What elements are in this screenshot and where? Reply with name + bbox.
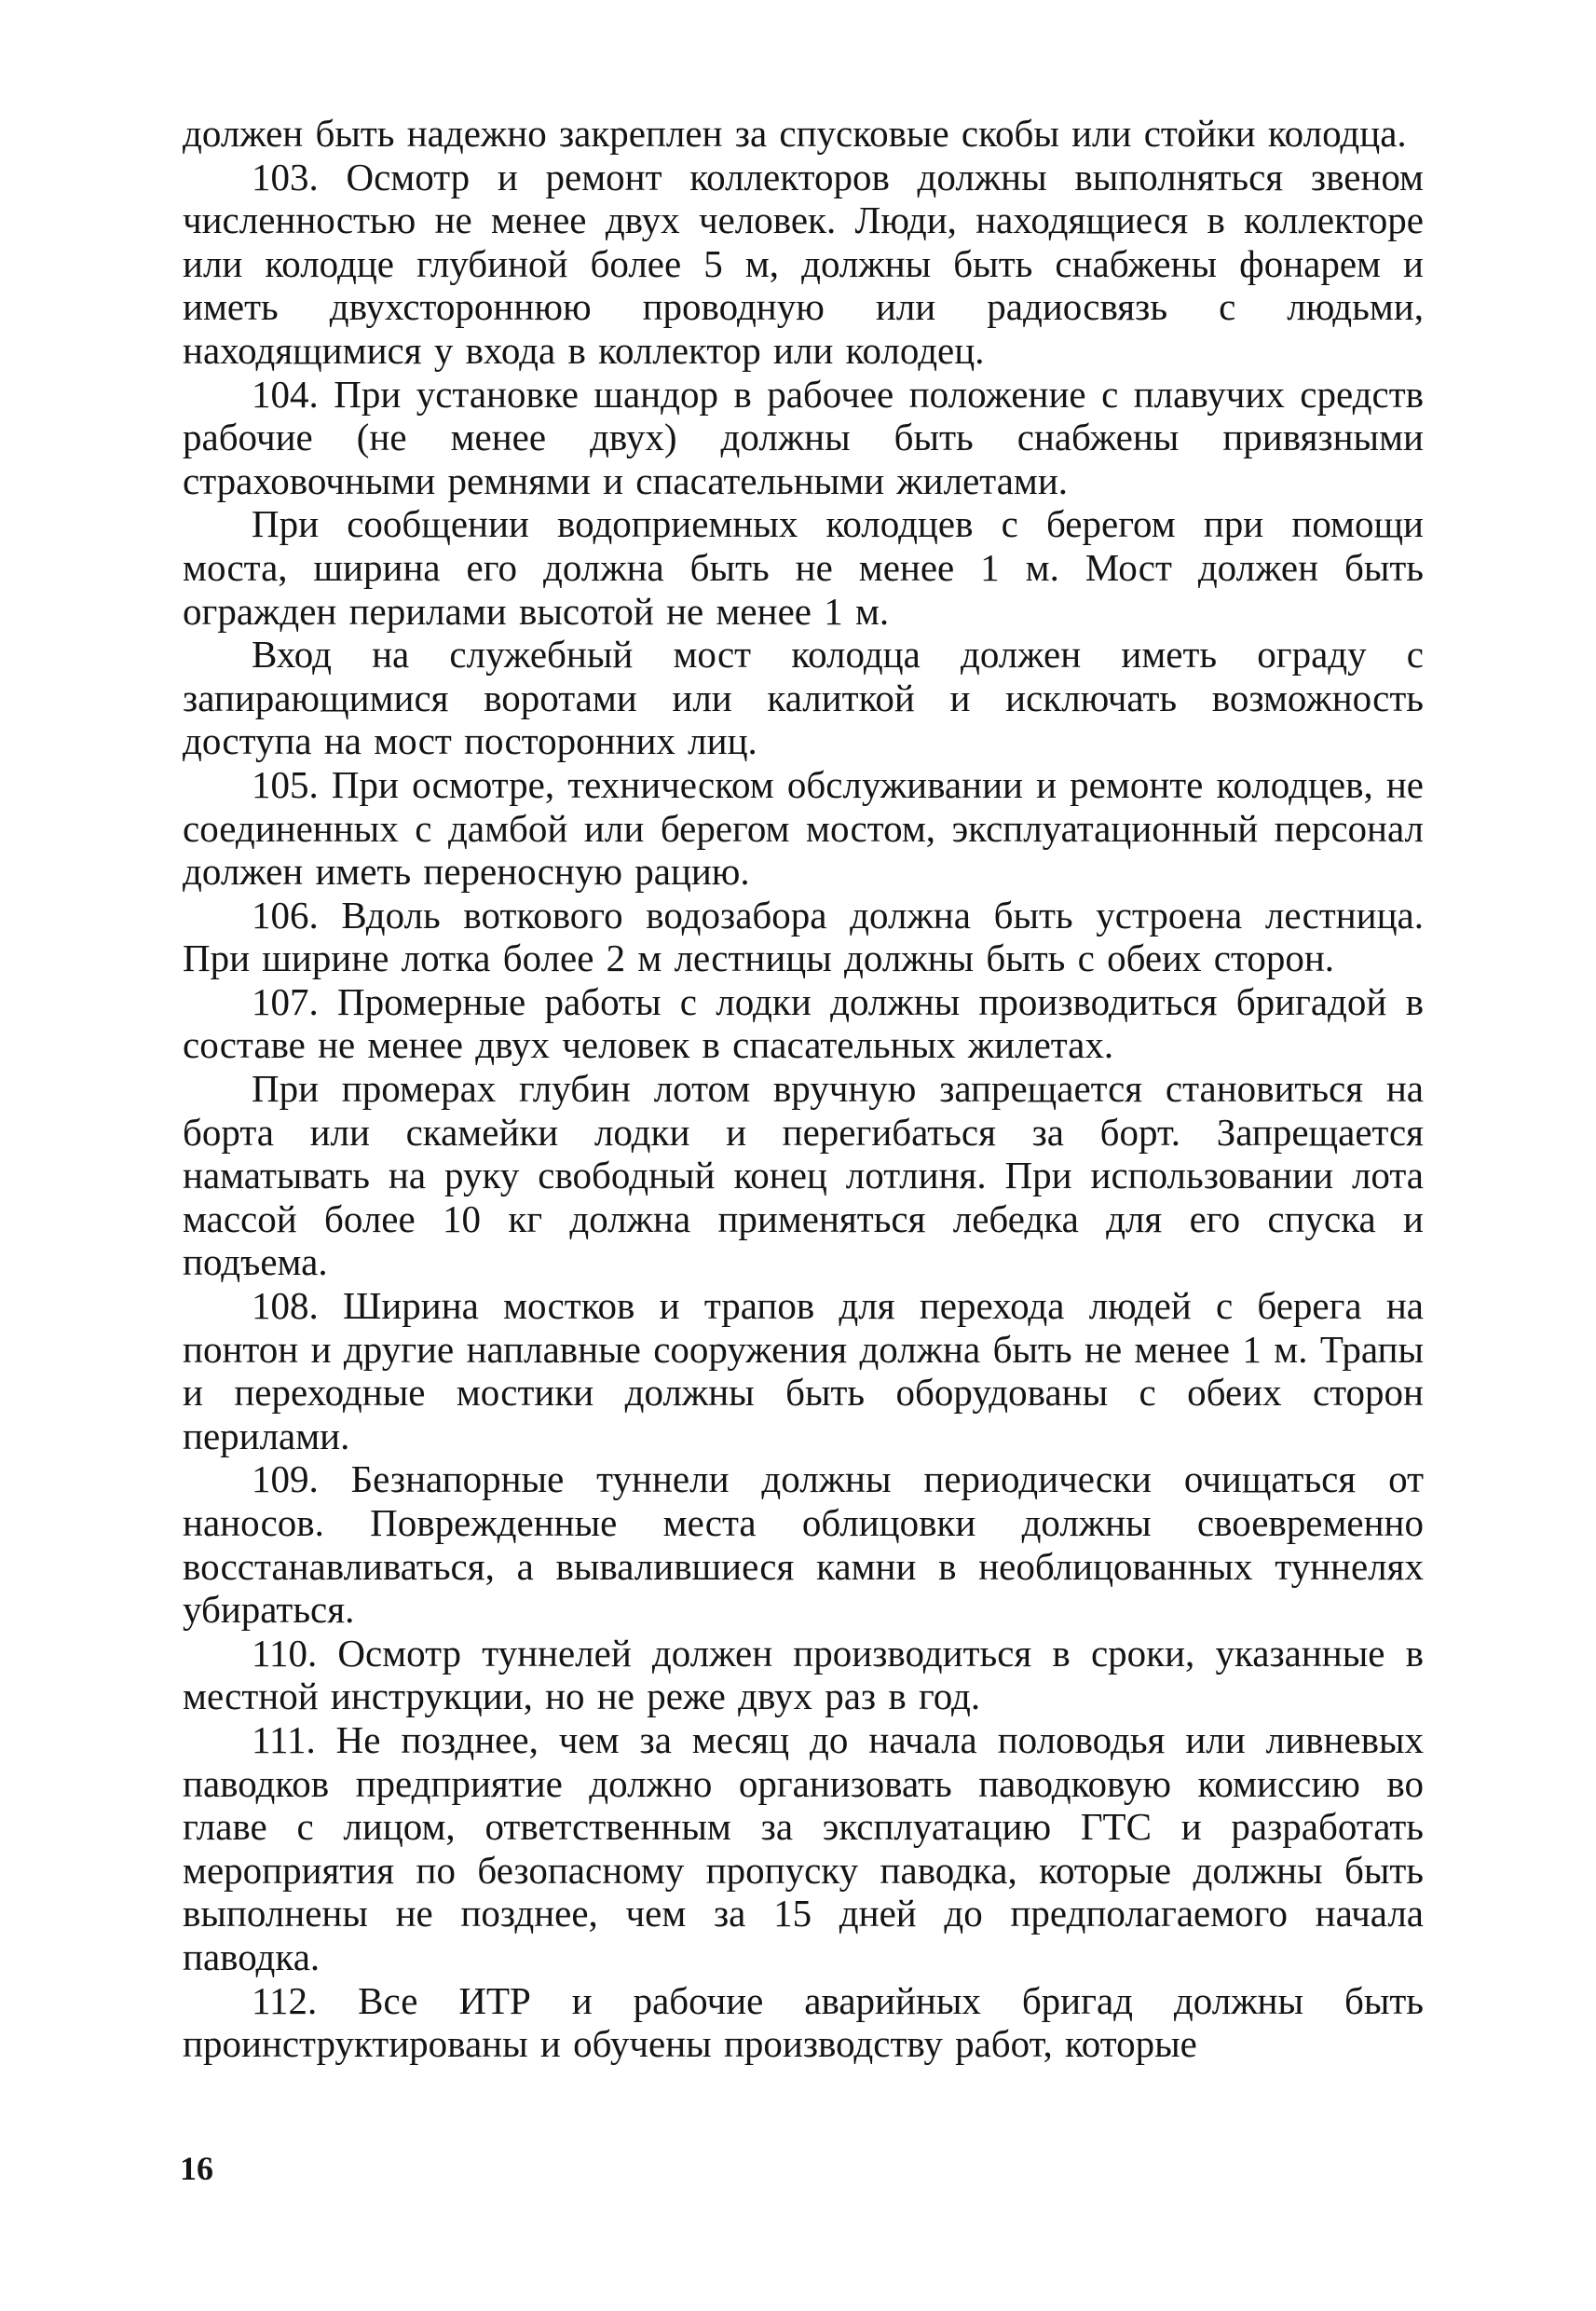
paragraph-bridge-entrance: Вход на служебный мост колодца должен иметь ограду с запирающимися воротами или калиткой и исключать возможность доступа на мост посторонних лиц. [183, 633, 1424, 763]
paragraph-106: 106. Вдоль воткового водозабора должна быть устроена лестница. При ширине лотка более 2 м лестницы должны быть с обеих сторон. [183, 893, 1424, 980]
page-body [183, 112, 1424, 2066]
paragraph-111: 111. Не позднее, чем за месяц до начала половодья или ливневых паводков предприятие должно организовать паводковую комиссию во главе с лицом, ответственным за эксплуатацию ГТС и разработать мероприятия по безопасному пропуску паводка, которые должны быть выполнены не позднее, чем за 15 дней до предполагаемого начала паводка. [183, 1717, 1424, 1978]
paragraph-105: 105. При осмотре, техническом обслуживании и ремонте колодцев, не соединенных с дамбой или берегом мостом, эксплуатационный персонал должен иметь переносную рацию. [183, 762, 1424, 894]
paragraph-109: 109. Безнапорные туннели должны периодически очищаться от наносов. Поврежденные места облицовки должны своевременно восстанавливаться, а вывалившиеся камни в необлицованных туннелях убираться. [183, 1457, 1424, 1632]
paragraph-continuation: должен быть надежно закреплен за спусковые скобы или стойки колодца. [183, 112, 1407, 155]
paragraph-107: 107. Промерные работы с лодки должны производиться бригадой в составе не менее двух человек в спасательных жилетах. [183, 979, 1424, 1067]
page-number: 16 [180, 2150, 213, 2187]
paragraph-103: 103. Осмотр и ремонт коллекторов должны выполняться звеном численностью не менее двух человек. Люди, находящиеся в коллекторе или колодце глубиной более 5 м, должны быть снабжены фонарем и иметь двухстороннюю проводную или радиосвязь с людьми, находящимися у входа в коллектор или колодец. [183, 155, 1424, 372]
paragraph-depth-measurement: При промерах глубин лотом вручную запрещается становиться на борта или скамейки лодки и перегибаться за борт. Запрещается наматывать на руку свободный конец лотлиня. При использовании лота массой более 10 кг должна применяться лебедка для его спуска и подъема. [183, 1067, 1424, 1284]
paragraph-108: 108. Ширина мостков и трапов для перехода людей с берега на понтон и другие наплавные сооружения должна быть не менее 1 м. Трапы и переходные мостики должны быть оборудованы с обеих сторон перилами. [183, 1284, 1424, 1457]
paragraph-104: 104. При установке шандор в рабочее положение с плавучих средств рабочие (не менее двух) должны быть снабжены привязными страховочными ремнями и спасательными жилетами. [183, 372, 1424, 502]
paragraph-110: 110. Осмотр туннелей должен производиться в сроки, указанные в местной инструкции, но не реже двух раз в год. [183, 1631, 1424, 1718]
paragraph-bridge-width: При сообщении водоприемных колодцев с берегом при помощи моста, ширина его должна быть не менее 1 м. Мост должен быть огражден перилами высотой не менее 1 м. [183, 502, 1424, 633]
paragraph-112: 112. Все ИТР и рабочие аварийных бригад должны быть проинструктированы и обучены производству работ, которые [183, 1978, 1424, 2066]
